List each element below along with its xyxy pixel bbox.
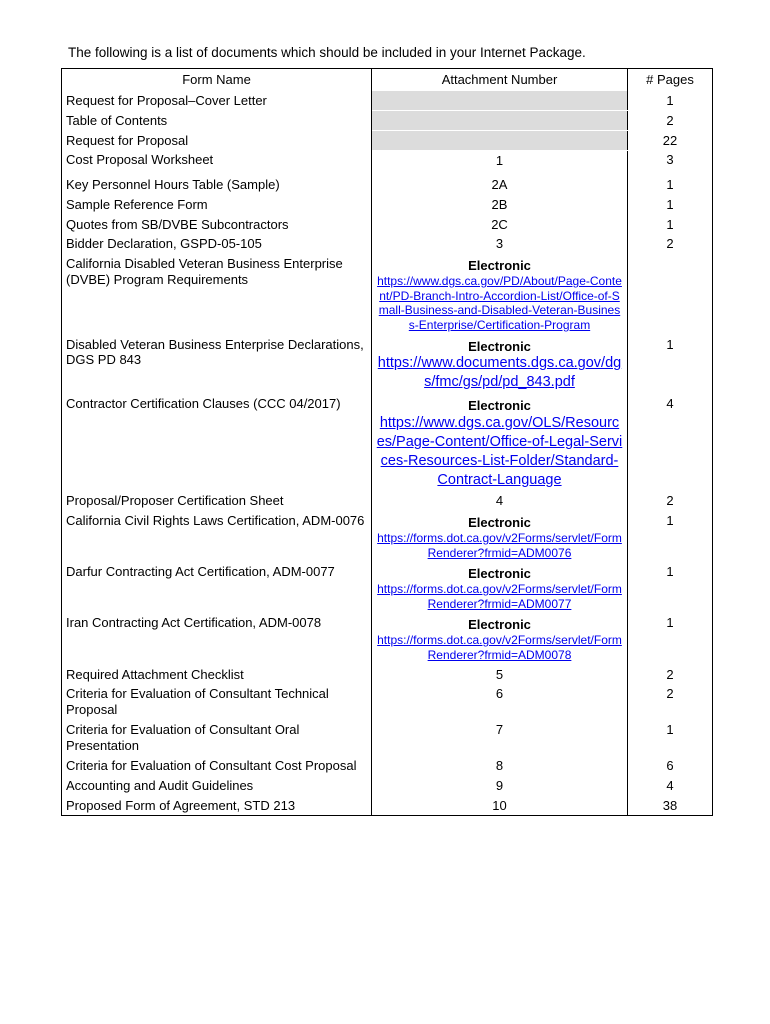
table-row	[62, 215, 713, 235]
form-name: Required Attachment Checklist	[62, 665, 372, 685]
table-row	[62, 195, 713, 215]
table-row	[62, 796, 713, 816]
page-count: 1	[628, 720, 713, 756]
form-name: Iran Contracting Act Certification, ADM-0078	[62, 613, 372, 664]
table-row	[62, 234, 713, 254]
form-name: Proposed Form of Agreement, STD 213	[62, 796, 372, 816]
table-row	[62, 756, 713, 776]
attachment-number: 2B	[372, 195, 628, 215]
table-row	[62, 613, 713, 664]
electronic-label: Electronic	[468, 566, 531, 582]
electronic-label: Electronic	[468, 258, 531, 274]
standard-contract-language-link[interactable]: https://www.dgs.ca.gov/OLS/Resources/Page-Content/Office-of-Legal-Services-Resources-List-Folder/Standard-Contract-Language	[376, 415, 623, 488]
attachment-electronic	[372, 394, 628, 491]
page-count: 1	[628, 171, 713, 195]
form-name: Cost Proposal Worksheet	[62, 150, 372, 170]
page-count: 2	[628, 665, 713, 685]
form-name: Request for Proposal	[62, 131, 372, 151]
attachment-electronic	[372, 562, 628, 613]
attachment-number: 4	[372, 491, 628, 511]
table-row	[62, 91, 713, 111]
page-count: 1	[628, 562, 713, 613]
form-name: California Disabled Veteran Business Enterprise (DVBE) Program Requirements	[62, 254, 372, 334]
attachment-number: 6	[372, 684, 628, 720]
form-name: Disabled Veteran Business Enterprise Declarations, DGS PD 843	[62, 335, 372, 395]
attachment-number	[372, 91, 628, 111]
header-attachment-number: Attachment Number	[372, 69, 628, 91]
form-name: Criteria for Evaluation of Consultant Technical Proposal	[62, 684, 372, 720]
form-name: Request for Proposal–Cover Letter	[62, 91, 372, 111]
page-count: 2	[628, 234, 713, 254]
table-row	[62, 111, 713, 131]
page-count: 2	[628, 491, 713, 511]
form-name: Bidder Declaration, GSPD-05-105	[62, 234, 372, 254]
attachment-electronic	[372, 335, 628, 395]
table-row	[62, 131, 713, 151]
table-row	[62, 150, 713, 170]
page-count: 1	[628, 195, 713, 215]
attachment-electronic	[372, 613, 628, 664]
attachment-number: 2C	[372, 215, 628, 235]
page-count: 38	[628, 796, 713, 816]
table-row	[62, 335, 713, 395]
page-count: 6	[628, 756, 713, 776]
form-name: Proposal/Proposer Certification Sheet	[62, 491, 372, 511]
form-name: Criteria for Evaluation of Consultant Cost Proposal	[62, 756, 372, 776]
table-row	[62, 171, 713, 195]
attachment-number: 5	[372, 665, 628, 685]
table-row	[62, 562, 713, 613]
page-count: 4	[628, 394, 713, 491]
form-name: California Civil Rights Laws Certification, ADM-0076	[62, 511, 372, 562]
form-name: Contractor Certification Clauses (CCC 04/2017)	[62, 394, 372, 491]
attachment-number: 10	[372, 796, 628, 816]
electronic-label: Electronic	[468, 398, 531, 414]
header-form-name: Form Name	[62, 69, 372, 91]
page-count: 3	[628, 150, 713, 170]
table-row	[62, 665, 713, 685]
page-count: 1	[628, 511, 713, 562]
page-count: 1	[628, 91, 713, 111]
table-row	[62, 776, 713, 796]
table-row	[62, 254, 713, 334]
page-count: 2	[628, 684, 713, 720]
page-count: 1	[628, 613, 713, 664]
attachment-number: 3	[372, 234, 628, 254]
attachment-number: 2A	[372, 171, 628, 195]
page-count: 4	[628, 776, 713, 796]
form-name: Key Personnel Hours Table (Sample)	[62, 171, 372, 195]
table-header-row	[62, 69, 713, 91]
electronic-label: Electronic	[468, 515, 531, 531]
electronic-label: Electronic	[468, 617, 531, 633]
table-row	[62, 394, 713, 491]
attachment-number	[372, 131, 628, 151]
adm-0076-link[interactable]: https://forms.dot.ca.gov/v2Forms/servlet/FormRenderer?frmid=ADM0076	[377, 531, 622, 560]
attachment-electronic	[372, 511, 628, 562]
electronic-label: Electronic	[468, 338, 531, 354]
documents-table	[61, 68, 713, 816]
page-count	[628, 254, 713, 334]
form-name: Criteria for Evaluation of Consultant Oral Presentation	[62, 720, 372, 756]
attachment-number: 8	[372, 756, 628, 776]
adm-0078-link[interactable]: https://forms.dot.ca.gov/v2Forms/servlet/FormRenderer?frmid=ADM0078	[377, 633, 622, 662]
table-row	[62, 720, 713, 756]
table-row	[62, 684, 713, 720]
pd-843-link[interactable]: https://www.documents.dgs.ca.gov/dgs/fmc/gs/pd/pd_843.pdf	[377, 355, 622, 391]
header-pages: # Pages	[628, 69, 713, 91]
attachment-number: 9	[372, 776, 628, 796]
table-row	[62, 491, 713, 511]
form-name: Accounting and Audit Guidelines	[62, 776, 372, 796]
page-count: 1	[628, 215, 713, 235]
page-count: 22	[628, 131, 713, 151]
attachment-electronic	[372, 254, 628, 334]
dvbe-certification-link[interactable]: https://www.dgs.ca.gov/PD/About/Page-Content/PD-Branch-Intro-Accordion-List/Office-of-Small-Business-and-Disabled-Veteran-Business-Enterprise/Certification-Program	[377, 274, 622, 332]
form-name: Darfur Contracting Act Certification, ADM-0077	[62, 562, 372, 613]
adm-0077-link[interactable]: https://forms.dot.ca.gov/v2Forms/servlet/FormRenderer?frmid=ADM0077	[377, 582, 622, 611]
attachment-number: 7	[372, 720, 628, 756]
page-count: 2	[628, 111, 713, 131]
attachment-number: 1	[372, 150, 628, 170]
form-name: Sample Reference Form	[62, 195, 372, 215]
form-name: Table of Contents	[62, 111, 372, 131]
table-row	[62, 511, 713, 562]
page-count: 1	[628, 335, 713, 395]
intro-text: The following is a list of documents which should be included in your Internet Package.	[68, 45, 586, 60]
form-name: Quotes from SB/DVBE Subcontractors	[62, 215, 372, 235]
attachment-number	[372, 111, 628, 131]
